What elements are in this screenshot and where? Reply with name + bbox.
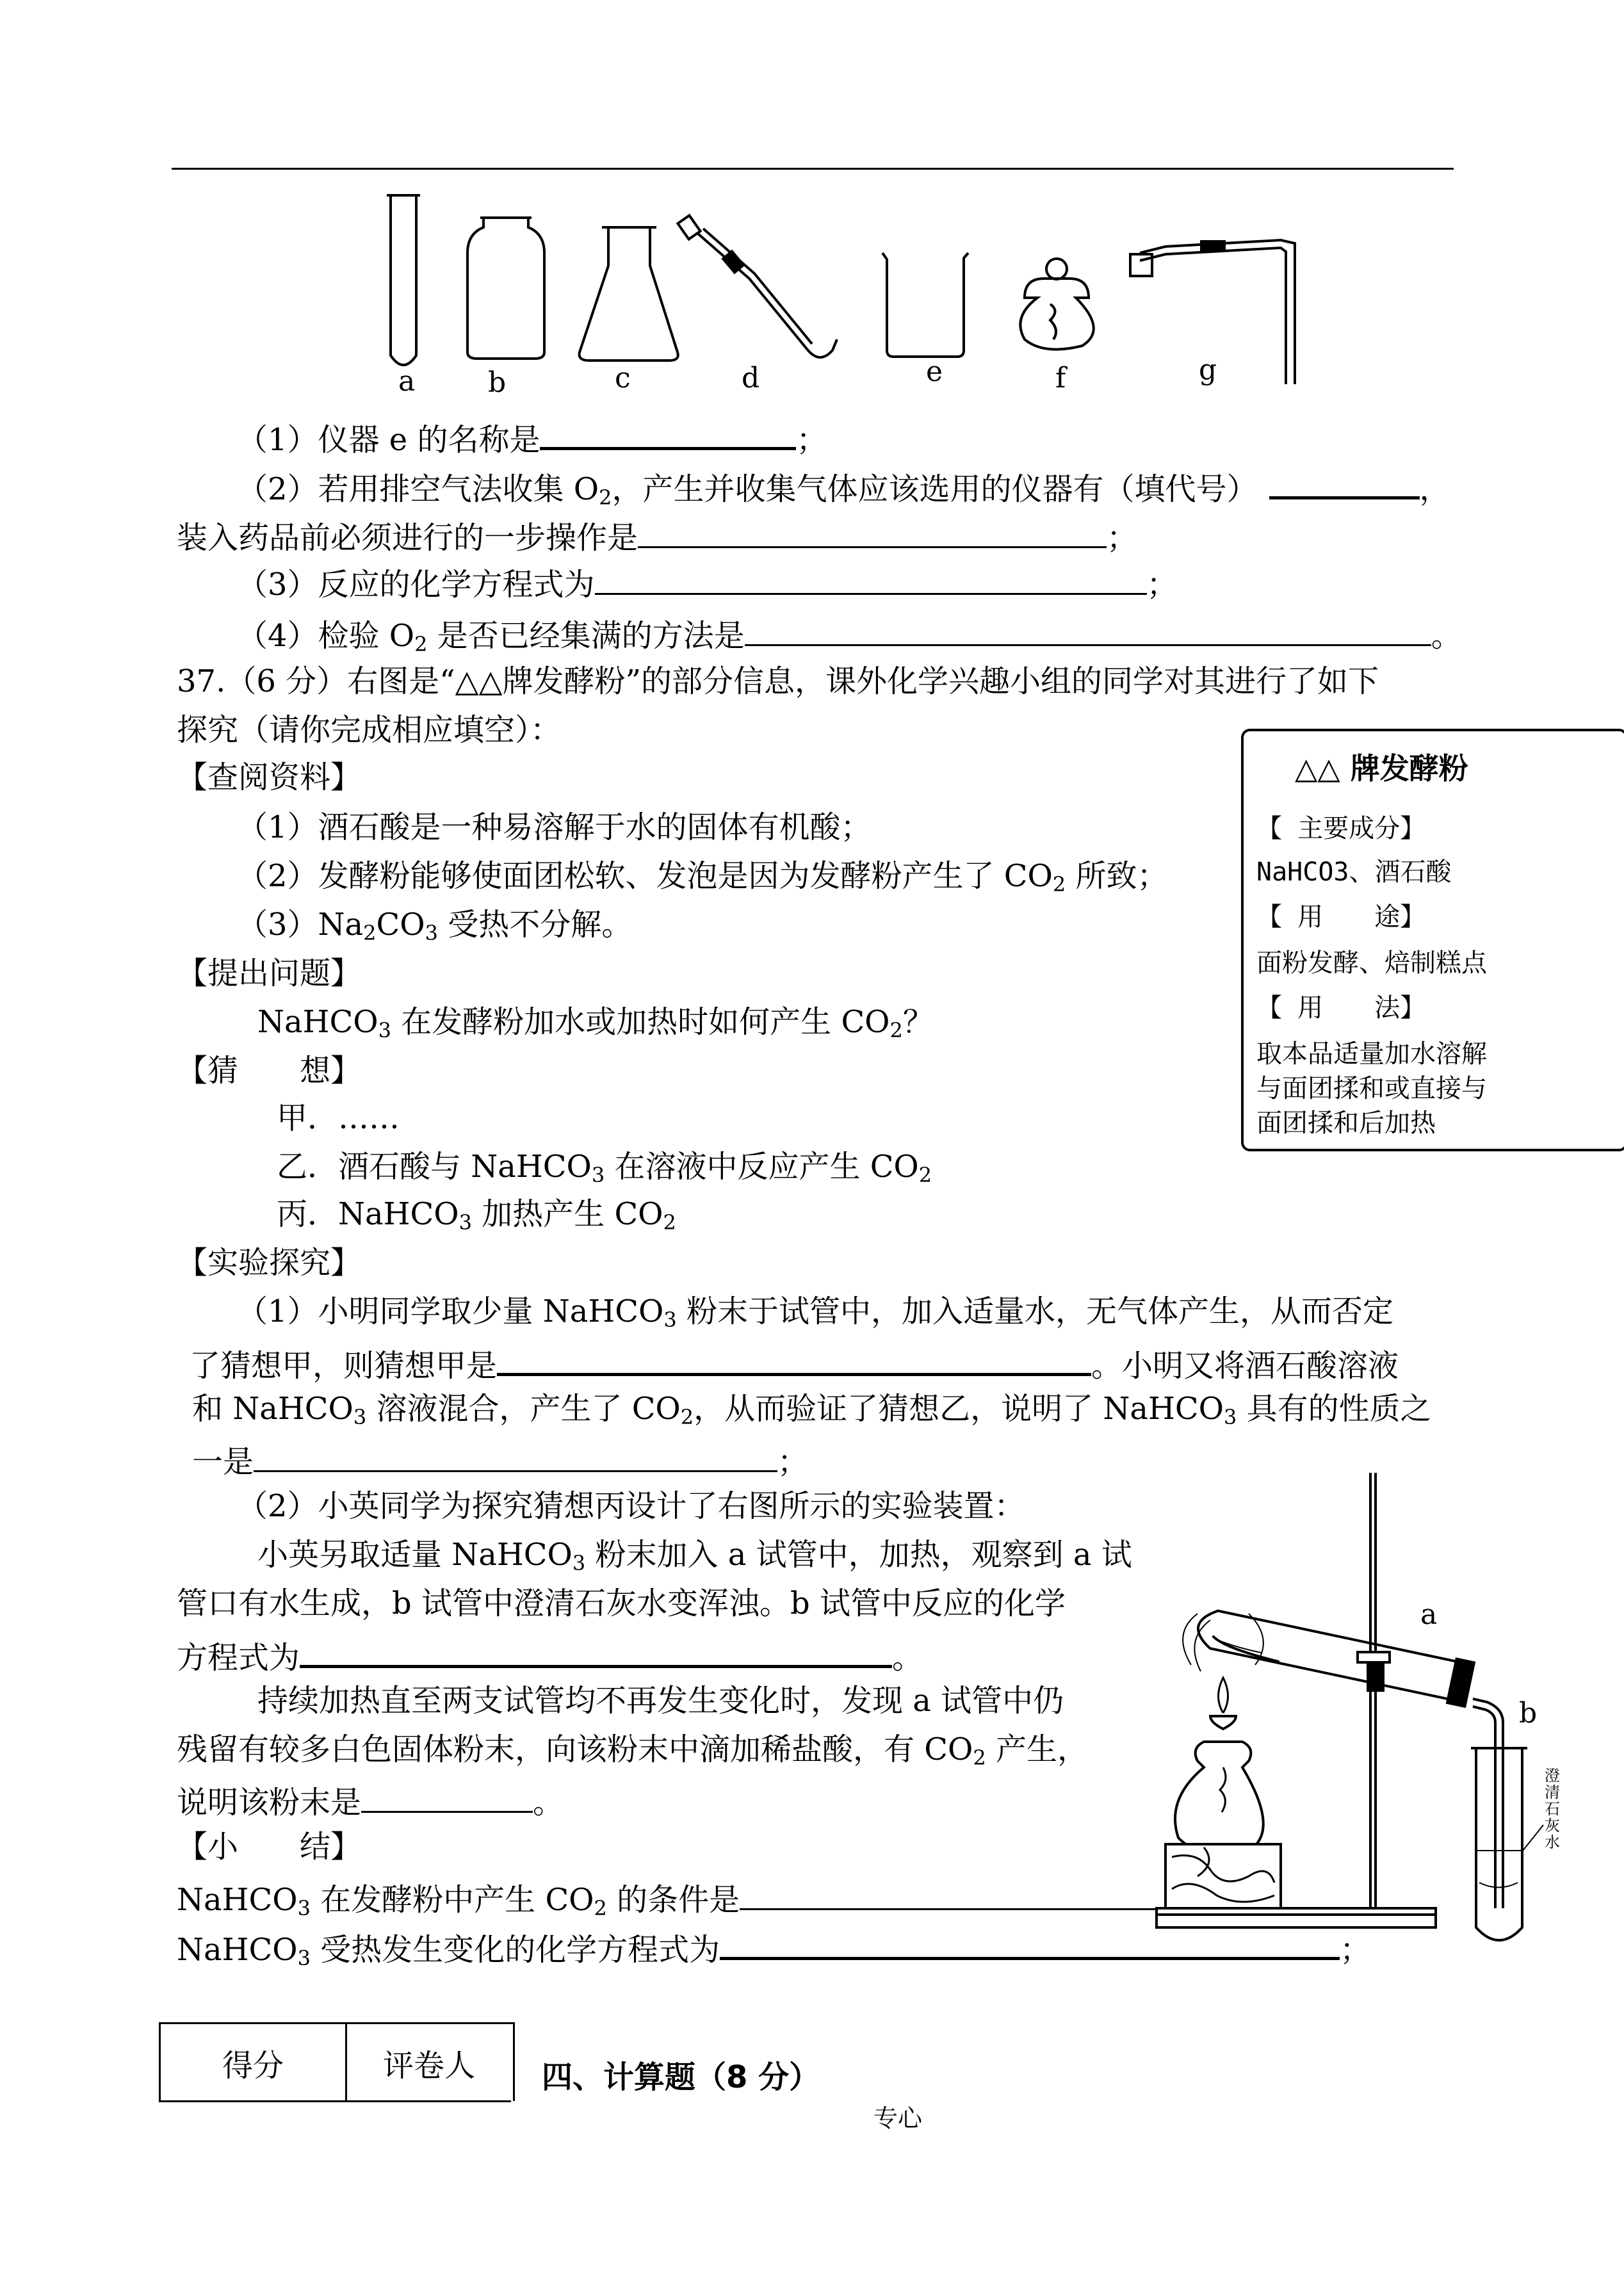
exp-line-7: 管口有水生成，b 试管中澄清石灰水变浑浊。b 试管中反应的化学 <box>177 1585 1066 1621</box>
exp-line-11: 说明该粉末是 。 <box>177 1779 564 1822</box>
test-tube-a-setup <box>1194 1607 1456 1699</box>
info-box-ingredients: NaHCO3、酒石酸 <box>1256 857 1452 887</box>
apparatus-label-a: a <box>398 365 416 398</box>
exp-line-10: 残留有较多白色固体粉末，向该粉末中滴加稀盐酸，有 $CO_2$ 产生， <box>177 1731 1088 1770</box>
exp-line-1: （1）小明同学取少量 NaHCO$_3$ 粉末于试管中，加入适量水，无气体产生，从而否定 <box>237 1293 1393 1332</box>
equation-b-blank[interactable] <box>300 1633 892 1668</box>
score-table-bottom <box>159 2100 511 2102</box>
apparatus-label-e: e <box>926 355 943 388</box>
hypothesis-3: 丙．NaHCO$_3$ 加热产生 $CO_2$ <box>277 1196 676 1235</box>
gas-jar-b <box>467 218 544 359</box>
heading-experiment: 【实验探究】 <box>177 1245 362 1281</box>
q36-blank-5[interactable] <box>745 612 1431 646</box>
baking-powder-info-box <box>1241 729 1624 1151</box>
grader-cell: 评卷人 <box>382 2047 475 2084</box>
setup-label-a: a <box>1420 1598 1438 1631</box>
info-box-heading-uses: 【 用 途】 <box>1256 902 1426 932</box>
info-box-usage-3: 面团揉和后加热 <box>1256 1108 1436 1138</box>
q36-blank-4[interactable] <box>595 561 1147 595</box>
limewater-label: 澄清石灰水 <box>1545 1767 1560 1851</box>
alcohol-lamp-f <box>1020 279 1093 350</box>
exp-line-6: 小英另取适量 NaHCO$_3$ 粉末加入 a 试管中，加热，观察到 a 试 <box>257 1537 1132 1575</box>
q36-blank-2[interactable] <box>1269 464 1420 499</box>
q36-blank-3[interactable] <box>638 514 1107 548</box>
info-box-heading-ingredients: 【 主要成分】 <box>1256 814 1426 843</box>
stopper-d <box>678 215 700 239</box>
exp-line-4: 一是 ； <box>192 1438 808 1481</box>
property-blank[interactable] <box>254 1438 777 1472</box>
heading-summary: 【小 结】 <box>177 1829 362 1865</box>
heating-apparatus-drawing <box>1153 1466 1575 1953</box>
apparatus-label-d: d <box>742 362 760 394</box>
question-text: NaHCO$_3$ 在发酵粉加水或加热时如何产生 $CO_2$？ <box>257 1004 934 1042</box>
info-box-usage-1: 取本品适量加水溶解 <box>1256 1039 1487 1069</box>
test-tube-b-setup <box>1476 1748 1522 1940</box>
conical-flask-c <box>580 227 678 361</box>
alcohol-lamp-setup <box>1210 1716 1236 1729</box>
header-rule <box>172 168 1454 170</box>
apparatus-drawing <box>371 182 1332 400</box>
condition-blank[interactable] <box>740 1876 1167 1910</box>
q36-line-3: 装入药品前必须进行的一步操作是 ； <box>177 514 1137 557</box>
apparatus-label-b: b <box>488 366 507 399</box>
apparatus-label-f: f <box>1055 362 1066 394</box>
hypothesis-1: 甲．…… <box>277 1100 400 1136</box>
q37-intro-1: 37.（6 分）右图是“△△牌发酵粉”的部分信息，课外化学兴趣小组的同学对其进行了如下 <box>177 663 1379 699</box>
heading-reference: 【查阅资料】 <box>177 759 362 795</box>
data-item-1: （1）酒石酸是一种易溶解于水的固体有机酸； <box>237 809 872 845</box>
score-table <box>159 2022 515 2101</box>
apparatus-label-g: g <box>1199 353 1217 386</box>
q36-line-2: （2）若用排空气法收集 $O_2$，产生并收集气体应该选用的仪器有（填代号） ， <box>237 464 1450 508</box>
info-box-heading-usage: 【 用 法】 <box>1256 993 1426 1023</box>
exp-line-8: 方程式为 。 <box>177 1633 923 1677</box>
delivery-tube-d <box>698 234 837 357</box>
test-tube-a <box>391 195 416 365</box>
exp-line-5: （2）小英同学为探究猜想丙设计了右图所示的实验装置： <box>237 1488 1025 1524</box>
exp-line-9: 持续加热直至两支试管均不再发生变化时，发现 a 试管中仍 <box>257 1683 1064 1719</box>
beaker-e <box>882 253 968 357</box>
score-cell: 得分 <box>161 2024 347 2101</box>
q36-line-1: （1）仪器 e 的名称是 ； <box>237 415 827 459</box>
heading-hypothesis: 【猜 想】 <box>177 1053 362 1089</box>
q37-intro-2: 探究（请你完成相应填空）： <box>177 712 562 748</box>
q36-line-5: （4）检验 $O_2$ 是否已经集满的方法是 。 <box>237 612 1462 655</box>
exp-line-3: 和 NaHCO$_3$ 溶液混合，产生了 $CO_2$，从而验证了猜想乙，说明了 NaHCO$_3$ 具有的性质之 <box>192 1391 1431 1429</box>
q36-line-4: （3）反应的化学方程式为 ； <box>237 561 1178 604</box>
page-footer: 专心 <box>873 2104 923 2132</box>
hypothesis-a-blank[interactable] <box>497 1341 1091 1376</box>
exp-line-2: 了猜想甲，则猜想甲是 。小明又将酒石酸溶液 <box>190 1341 1399 1385</box>
powder-blank[interactable] <box>361 1779 533 1813</box>
section-4-title: 四、计算题（8 分） <box>542 2059 820 2095</box>
apparatus-label-c: c <box>615 362 631 394</box>
summary-line-1: NaHCO$_3$ 在发酵粉中产生 $CO_2$ 的条件是 <box>177 1876 1167 1919</box>
info-box-title: △△ 牌发酵粉 <box>1295 751 1468 786</box>
bent-tube-g <box>1140 240 1295 384</box>
hypothesis-2: 乙．酒石酸与 NaHCO$_3$ 在溶液中反应产生 $CO_2$ <box>277 1149 932 1187</box>
info-box-uses: 面粉发酵、焙制糕点 <box>1256 948 1487 978</box>
setup-label-b: b <box>1519 1697 1538 1730</box>
summary-line-2: NaHCO$_3$ 受热发生变化的化学方程式为 ； <box>177 1925 1370 1969</box>
stand-base <box>1157 1908 1436 1927</box>
info-box-usage-2: 与面团揉和或直接与 <box>1256 1074 1487 1103</box>
data-item-2: （2）发酵粉能够使面团松软、发泡是因为发酵粉产生了 $CO_2$ 所致； <box>237 858 1168 896</box>
data-item-3: $(3)Na_2CO_3$ 受热不分解。 <box>237 907 633 945</box>
q36-blank-1[interactable] <box>540 415 796 450</box>
heading-question: 【提出问题】 <box>177 955 362 991</box>
